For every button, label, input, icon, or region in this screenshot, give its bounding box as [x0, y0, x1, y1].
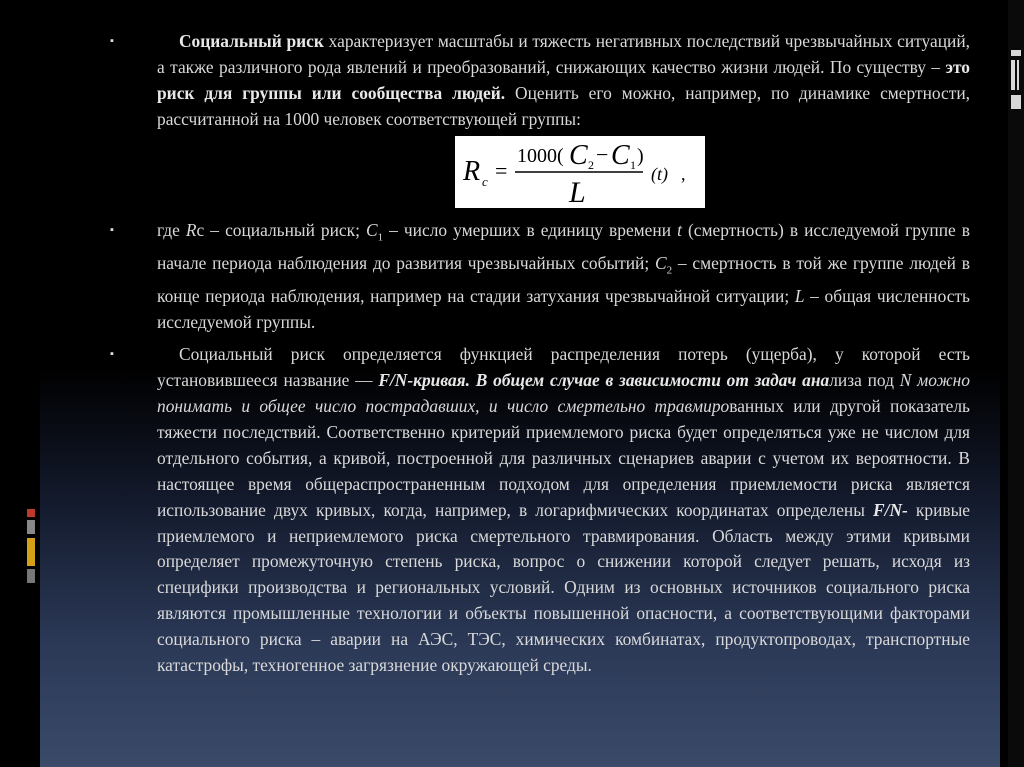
formula-lhs: R: [463, 155, 481, 187]
formula-c2-sub: 2: [588, 157, 594, 172]
formula-c1: C: [611, 139, 630, 171]
paragraph-fn-curve: ▪ Социальный риск определяется функцией распределения потерь (ущерба), у которой есть установившееся название — F/N-кривая. В общем случае в зависимости от задач анализа под N можно понимать и общее число пострадавших, и число смертельно травмированных или другой показатель тяжести последствий. Соответственно критерий приемлемого риска будет определяться уже не числом для отдельного события, а кривой, построенной для различных сценариев аварии с учетом их вероятности. В настоящее время общераспространенным подходом для определения приемлемости риска является использование двух кривых, когда, например, в логарифмических координатах определены F/N- кривые приемлемого и неприемлемого риска смертельного травмирования. Область между этими кривыми определяет промежуточную степень риска, вопрос о снижении которой следует решать, исходя из специфики производства и региональных условий. Одним из основных источников социального риска являются промышленные технологии и объекты повышенной опасности, а соответствующими факторами социального риска – аварии на АЭС, ТЭС, химических комбинатах, продуктопроводах, транспортные катастрофы, техногенное загрязнение окружающей среды.: [110, 344, 971, 676]
fn-curve-term: F/N-кривая. В общем случае в зависимости от задач ана: [378, 370, 830, 391]
formula-comma: ,: [681, 163, 686, 184]
formula-equals: =: [495, 157, 508, 183]
right-decoration: [1008, 0, 1024, 767]
paragraph-definitions: ▪ где Rс – социальный риск; $C_1$ – число умерших в единицу времени t (смертность) в исследуемой группе в начале периода наблюдения до развития чрезвычайных событий; $C_2$ – смертность в той же группе людей в конце периода наблюдения, например на стадии затухания чрезвычайной ситуации; L – общая численность исследуемой группы.: [110, 219, 970, 333]
formula-close: ): [637, 144, 644, 167]
deco-square-pink: [27, 509, 35, 517]
paragraph-social-risk: ▪ Социальный риск характеризует масштабы и тяжесть негативных последствий чрезвычайных ситуаций, а также различного рода явлений и преобразований, снижающих качество жизни людей. По существу – это риск для группы или сообщества людей. Оценить его можно, например, по динамике смертности, рассчитанной на 1000 человек соответствующей группы:: [110, 31, 970, 129]
bullet: ▪: [110, 35, 114, 47]
formula-den: L: [569, 175, 586, 208]
formula-minus: −: [596, 141, 609, 167]
deco-square-yellow: [27, 538, 35, 566]
formula-image: [455, 136, 705, 208]
slide-content: [110, 29, 971, 679]
formula-c1-sub: 1: [630, 157, 636, 172]
formula-c2: C: [569, 139, 588, 171]
formula-lhs-sub: c: [482, 173, 488, 189]
left-decoration: [0, 0, 40, 767]
bold-lead: Социальный риск: [179, 31, 324, 51]
deco-square-gray: [27, 520, 35, 534]
bold-mid: это риск для группы или сообщества людей.: [157, 56, 970, 103]
formula-arg: (t): [651, 163, 668, 184]
deco-square-gray2: [27, 569, 35, 583]
formula-num-const: 1000(: [517, 144, 564, 167]
